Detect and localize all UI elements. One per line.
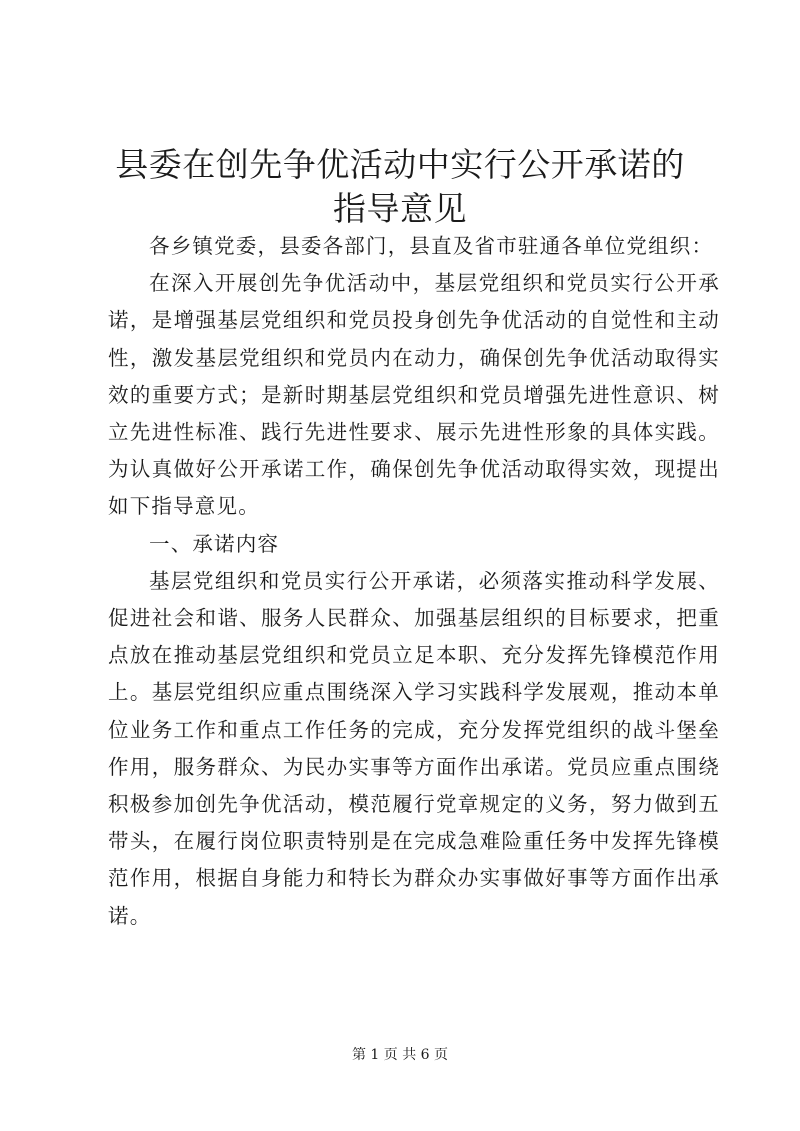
commitment-content-paragraph: 基层党组织和党员实行公开承诺，必须落实推动科学发展、促进社会和谐、服务人民群众、加强基层组织的目标要求，把重点放在推动基层党组织和党员立足本职、充分发挥先锋模范作用上。基层党组织应重点围绕深入学习实践科学发展观，推动本单位业务工作和重点工作任务的完成，充分发挥党组织的战斗堡垒作用，服务群众、为民办实事等方面作出承诺。党员应重点围绕积极参加创先争优活动，模范履行党章规定的义务，努力做到五带头，在履行岗位职责特别是在完成急难险重任务中发挥先锋模范作用，根据自身能力和特长为群众办实事做好事等方面作出承诺。 [108, 568, 720, 928]
intro-paragraph: 在深入开展创先争优活动中，基层党组织和党员实行公开承诺，是增强基层党组织和党员投身创先争优活动的自觉性和主动性，激发基层党组织和党员内在动力，确保创先争优活动取得实效的重要方式；是新时期基层党组织和党员增强先进性意识、树立先进性标准、践行先进性要求、展示先进性形象的具体实践。为认真做好公开承诺工作，确保创先争优活动取得实效，现提出如下指导意见。 [108, 271, 720, 519]
document-title: 县委在创先争优活动中实行公开承诺的指导意见 [115, 145, 685, 228]
page-number-footer: 第 1 页 共 6 页 [351, 1047, 449, 1063]
salutation-paragraph: 各乡镇党委，县委各部门，县直及省市驻通各单位党组织： [149, 234, 714, 258]
document-body [108, 228, 720, 935]
section-heading: 一、承诺内容 [149, 531, 280, 556]
